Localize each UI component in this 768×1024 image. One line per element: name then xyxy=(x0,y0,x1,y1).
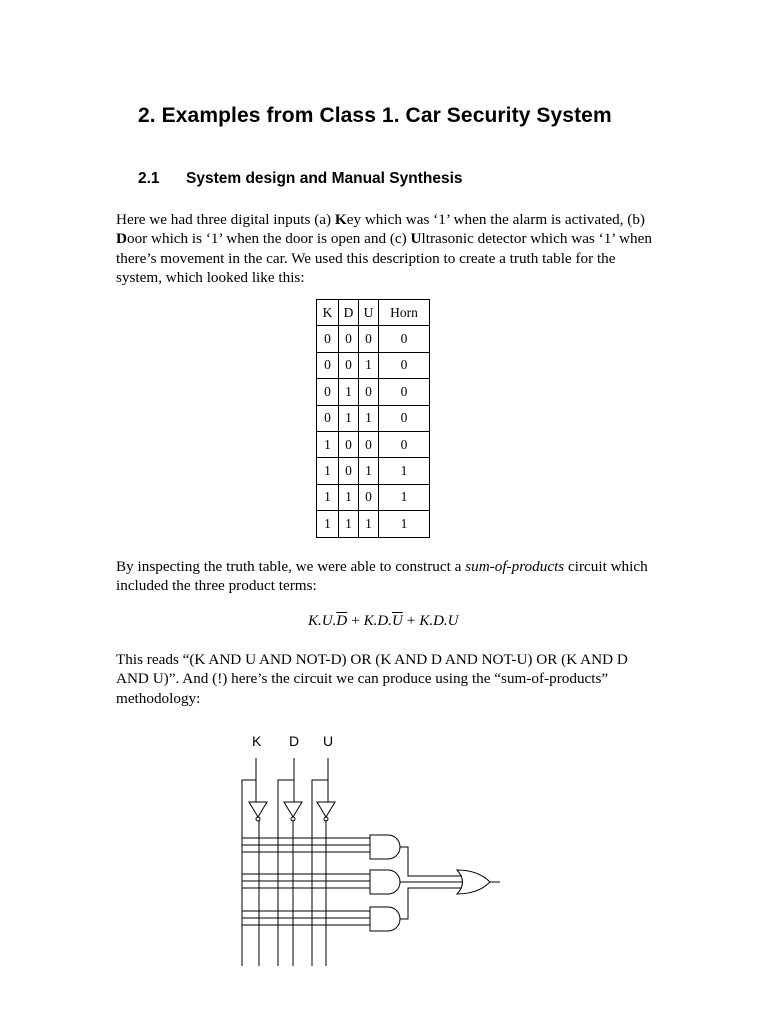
inverted-wires xyxy=(259,820,326,966)
truth-table-cell: 0 xyxy=(317,405,339,431)
section-heading: 2. Examples from Class 1. Car Security System xyxy=(138,104,612,127)
input-label-u: U xyxy=(323,733,334,749)
truth-table-cell: 0 xyxy=(379,326,430,352)
input-label-d: D xyxy=(289,733,300,749)
truth-table-cell: 1 xyxy=(317,511,339,537)
truth-table-cell: 0 xyxy=(379,352,430,378)
circuit-description-paragraph: This reads “(K AND U AND NOT-D) OR (K AND D AND NOT-U) OR (K AND D AND U)”. And (!) here’s the circuit we can produce using the “sum-of-products” methodology: xyxy=(116,651,628,707)
inverter-k xyxy=(249,802,267,821)
truth-table-cell: 1 xyxy=(339,405,359,431)
plus-operator-1: + xyxy=(351,613,360,629)
intro-initial-u: U xyxy=(410,230,422,248)
and3-to-or-wire xyxy=(400,888,462,919)
wire-k xyxy=(242,758,256,966)
and-gate-2 xyxy=(370,870,400,894)
truth-table-cell: 0 xyxy=(339,352,359,378)
truth-table-cell: 0 xyxy=(339,326,359,352)
intro-text-3: oor which is ‘1’ when the door is open and (c) xyxy=(126,230,411,248)
inverter-u xyxy=(317,802,335,821)
truth-table-cell: 1 xyxy=(359,511,379,537)
term2-negated: $\overline{U}$ xyxy=(392,613,403,629)
truth-table-cell: 0 xyxy=(379,431,430,457)
truth-table-cell: 0 xyxy=(359,431,379,457)
and3-input-wires xyxy=(242,911,370,925)
truth-table-cell: 1 xyxy=(359,405,379,431)
header-k: K xyxy=(317,300,339,326)
inverter-feed-wires xyxy=(256,780,328,802)
truth-table-cell: 0 xyxy=(339,431,359,457)
truth-table-cell: 1 xyxy=(379,511,430,537)
header-d: D xyxy=(339,300,359,326)
intro-initial-d: D xyxy=(116,230,127,248)
term3: K.D.U xyxy=(419,613,459,629)
para2-text-2: circuit which included the three product terms: xyxy=(116,558,648,595)
truth-table-cell: 0 xyxy=(379,405,430,431)
truth-table-cell: 0 xyxy=(317,379,339,405)
term1-negated: $\overline{D}$ xyxy=(336,613,348,629)
truth-table-cell: 1 xyxy=(339,484,359,510)
truth-table-cell: 1 xyxy=(359,458,379,484)
term1-prefix: K.U. xyxy=(308,613,337,629)
truth-table-cell: 1 xyxy=(359,352,379,378)
intro-text-2: ey which was ‘1’ when the alarm is activated, (b) xyxy=(346,211,645,228)
plus-operator-2: + xyxy=(406,613,416,629)
truth-table-cell: 1 xyxy=(317,458,339,484)
and1-input-wires xyxy=(242,838,370,852)
truth-table-cell: 0 xyxy=(359,379,379,405)
header-u: U xyxy=(359,300,379,326)
truth-table-cell: 0 xyxy=(317,352,339,378)
para2-text-1: By inspecting the truth table, we were able to construct a xyxy=(116,558,466,575)
inverter-d xyxy=(284,802,302,821)
and-gate-1 xyxy=(370,835,400,859)
term2-prefix: K.D. xyxy=(363,613,392,629)
intro-text-1: Here we had three digital inputs (a) xyxy=(116,211,335,228)
truth-table-cell: 1 xyxy=(317,484,339,510)
para2-emphasis: sum-of-products xyxy=(465,558,565,575)
intro-initial-k: K xyxy=(334,211,347,228)
truth-table-cell: 1 xyxy=(317,431,339,457)
truth-table-cell: 1 xyxy=(379,484,430,510)
truth-table-cell: 1 xyxy=(379,458,430,484)
truth-table-cell: 0 xyxy=(359,484,379,510)
truth-table-cell: 0 xyxy=(379,379,430,405)
intro-text-4: ltrasonic detector which was ‘1’ when there’s movement in the car. We used this description to create a truth table for the system, which looked like this: xyxy=(116,230,652,286)
truth-table-cell: 0 xyxy=(339,458,359,484)
and2-input-wires xyxy=(242,874,370,888)
and-gate-3 xyxy=(370,907,400,931)
subsection-title: System design and Manual Synthesis xyxy=(186,170,463,187)
and1-to-or-wire xyxy=(400,847,462,876)
truth-table-cell: 1 xyxy=(339,511,359,537)
truth-table-cell: 0 xyxy=(317,326,339,352)
truth-table-cell: 0 xyxy=(359,326,379,352)
subsection-number: 2.1 xyxy=(138,170,160,187)
wire-d xyxy=(278,758,294,966)
input-label-k: K xyxy=(252,733,262,749)
header-horn: Horn xyxy=(379,300,430,326)
truth-table-cell: 1 xyxy=(339,379,359,405)
